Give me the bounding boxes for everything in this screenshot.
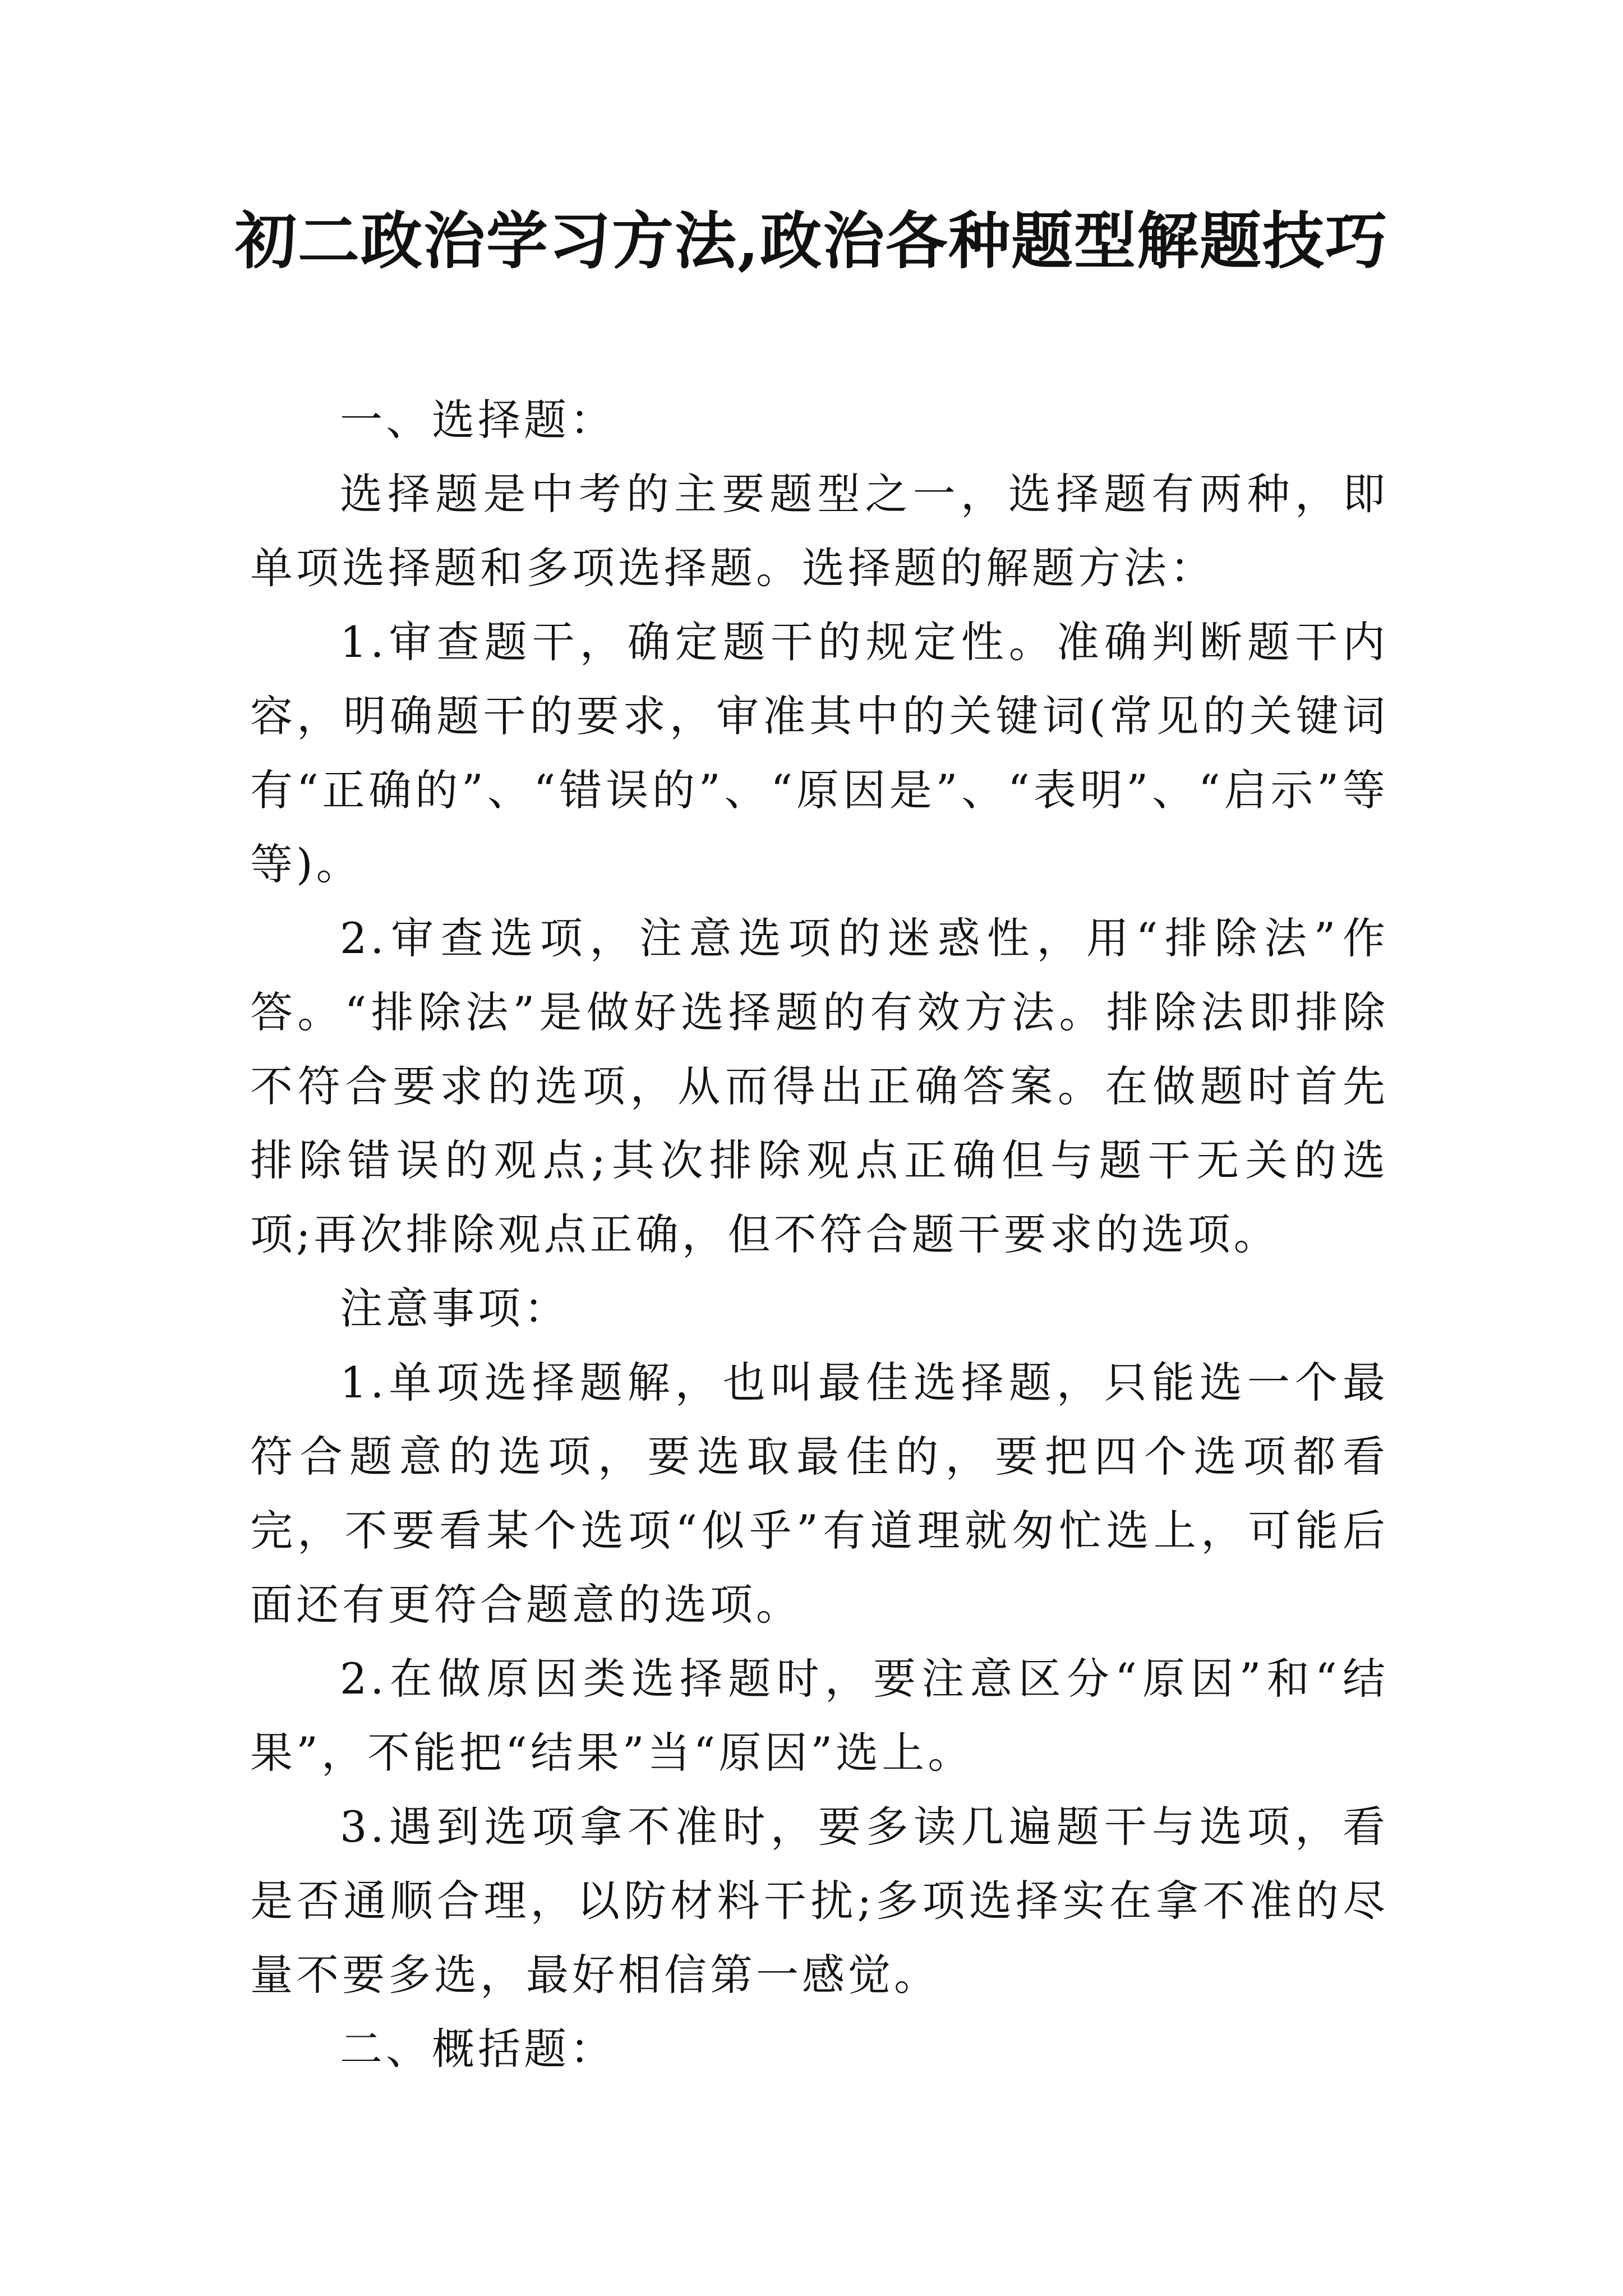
paragraph-method-1: 1.审查题干，确定题干的规定性。准确判断题干内容，明确题干的要求，审准其中的关键词(常见的关键词有“正确的”、“错误的”、“原因是”、“表明”、“启示”等等)。	[250, 617, 1389, 889]
section-heading-summary: 二、概括题：	[340, 2024, 616, 2074]
paragraph-note-1: 1.单项选择题解，也叫最佳选择题，只能选一个最符合题意的选项，要选取最佳的，要把四个选项都看完，不要看某个选项“似乎”有道理就匆忙选上，可能后面还有更符合题意的选项。	[250, 1358, 1389, 1630]
paragraph-method-2: 2.审查选项，注意选项的迷惑性，用“排除法”作答。“排除法”是做好选择题的有效方法。排除法即排除不符合要求的选项，从而得出正确答案。在做题时首先排除错误的观点;其次排除观点正确但与题干无关的选项;再次排除观点正确，但不符合题干要求的选项。	[250, 913, 1389, 1259]
paragraph-note-2: 2.在做原因类选择题时，要注意区分“原因”和“结果”，不能把“结果”当“原因”选上。	[250, 1654, 1389, 1778]
paragraph-intro: 选择题是中考的主要题型之一，选择题有两种，即单项选择题和多项选择题。选择题的解题方法：	[250, 469, 1389, 593]
subheading-notes: 注意事项：	[340, 1283, 570, 1333]
paragraph-note-3: 3.遇到选项拿不准时，要多读几遍题干与选项，看是否通顺合理，以防材料干扰;多项选择实在拿不准的尽量不要多选，最好相信第一感觉。	[250, 1802, 1389, 2000]
section-heading-choice: 一、选择题：	[340, 395, 616, 445]
document-title: 初二政治学习方法,政治各种题型解题技巧	[234, 205, 1389, 277]
document-body	[250, 383, 1389, 2086]
